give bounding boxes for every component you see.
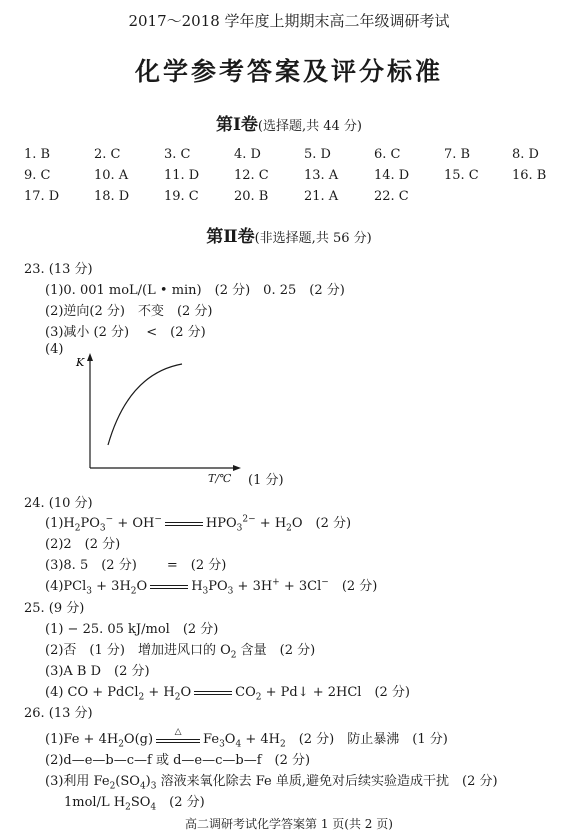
exam-title: 2017～2018 学年度上期期末高二年级调研考试 [128, 12, 450, 30]
mcq-answer: 19. C [164, 189, 199, 204]
part1-heading [0, 110, 578, 135]
mcq-answer: 20. B [234, 189, 269, 204]
q24-line2: (2)2 (2 分) [45, 537, 121, 552]
y-axis-arrow [87, 353, 93, 361]
mcq-answer: 8. D [512, 147, 539, 162]
mcq-answer: 17. D [24, 189, 60, 204]
q23-line4: (4) [45, 342, 64, 357]
x-axis-arrow [233, 465, 241, 471]
document-title: 化学参考答案及评分标准 [134, 57, 443, 86]
q23-line3: (3)减小 (2 分) < (2 分) [45, 325, 206, 340]
mcq-answer: 9. C [24, 168, 51, 183]
y-axis-label: K [76, 356, 85, 369]
mcq-answer: 22. C [374, 189, 409, 204]
mcq-answer: 1. B [24, 147, 51, 162]
mcq-answer: 3. C [164, 147, 191, 162]
equal-sign [165, 522, 203, 526]
q23-line2: (2)逆向(2 分) 不变 (2 分) [45, 304, 213, 319]
mcq-answer: 15. C [444, 168, 479, 183]
q25-line4: (4) CO + PdCl$_2$ + $H_2O$ $CO_2$ + Pd↓ + 2HCl (2 分) [45, 685, 411, 703]
q24-line3: (3)8. 5 (2 分) = (2 分) [45, 558, 227, 573]
q26-heading: 26. (13 分) [24, 706, 93, 721]
mcq-answer: 18. D [94, 189, 130, 204]
q25-heading: 25. (9 分) [24, 601, 85, 616]
part1-title: 第Ⅰ卷 [215, 115, 258, 135]
q23-line1: (1)0. 001 moL/(L • min) (2 分) 0. 25 (2 分) [45, 283, 345, 298]
mcq-answer: 14. D [374, 168, 410, 183]
q23-heading: 23. (13 分) [24, 262, 93, 277]
mcq-answer: 11. D [164, 168, 200, 183]
mcq-answer: 21. A [304, 189, 339, 204]
equal-sign [194, 691, 232, 695]
x-axis-label: T/℃ [208, 472, 232, 485]
mcq-answer: 6. C [374, 147, 401, 162]
q23-graph-score: (1 分) [248, 473, 284, 488]
mcq-answer: 13. A [304, 168, 339, 183]
equal-sign-heat [156, 726, 200, 747]
equal-sign [150, 585, 188, 589]
q25-line3: (3)A B D (2 分) [45, 664, 150, 679]
part1-note: (选择题,共 44 分) [257, 119, 363, 134]
part2-title: 第Ⅱ卷 [206, 227, 255, 247]
page-footer: 高二调研考试化学答案第 1 页(共 2 页) [185, 817, 393, 831]
q26-line4: 1mol/L $H_2SO_4$ (2 分) [64, 795, 205, 813]
mcq-answer: 2. C [94, 147, 121, 162]
mcq-answer: 4. D [234, 147, 261, 162]
k-vs-t-graph [60, 350, 250, 475]
mcq-answer: 10. A [94, 168, 129, 183]
q24-heading: 24. (10 分) [24, 496, 93, 511]
mcq-answer: 5. D [304, 147, 331, 162]
q25-line1: (1) − 25. 05 kJ/mol (2 分) [45, 622, 219, 637]
part2-note: (非选择题,共 56 分) [254, 231, 372, 246]
part2-heading [0, 222, 578, 247]
k-curve [108, 364, 182, 445]
mcq-answer: 7. B [444, 147, 471, 162]
q24-line1: $(1)H_2PO_3^- + OH^-$ $HPO_3^{2-} + H_2O$ (2 分) [45, 514, 352, 534]
q25-line2: (2)否 (1 分) 增加进风口的 $O_2$ 含量 (2 分) [45, 643, 316, 661]
q26-line2: (2)d—e—b—c—f 或 d—e—c—b—f (2 分) [45, 753, 311, 768]
q26-line1: $(1)Fe + 4H_2O(g)$ △ $Fe_3O_4 + 4H_2$ (2 分) 防止暴沸 (1 分) [45, 726, 448, 750]
heat-delta-symbol: △ [174, 726, 182, 737]
mcq-answer: 12. C [234, 168, 269, 183]
q24-line4: $(4)PCl_3 + 3H_2O$ $H_3PO_3 + 3H^+ + 3Cl^-$ (2 分) [45, 577, 378, 597]
mcq-answer: 16. B [512, 168, 547, 183]
q26-line3: (3)利用 $Fe_2(SO_4)_3$ 溶液来氧化除去 Fe 单质,避免对后续实验造成干扰 (2 分) [45, 774, 498, 792]
